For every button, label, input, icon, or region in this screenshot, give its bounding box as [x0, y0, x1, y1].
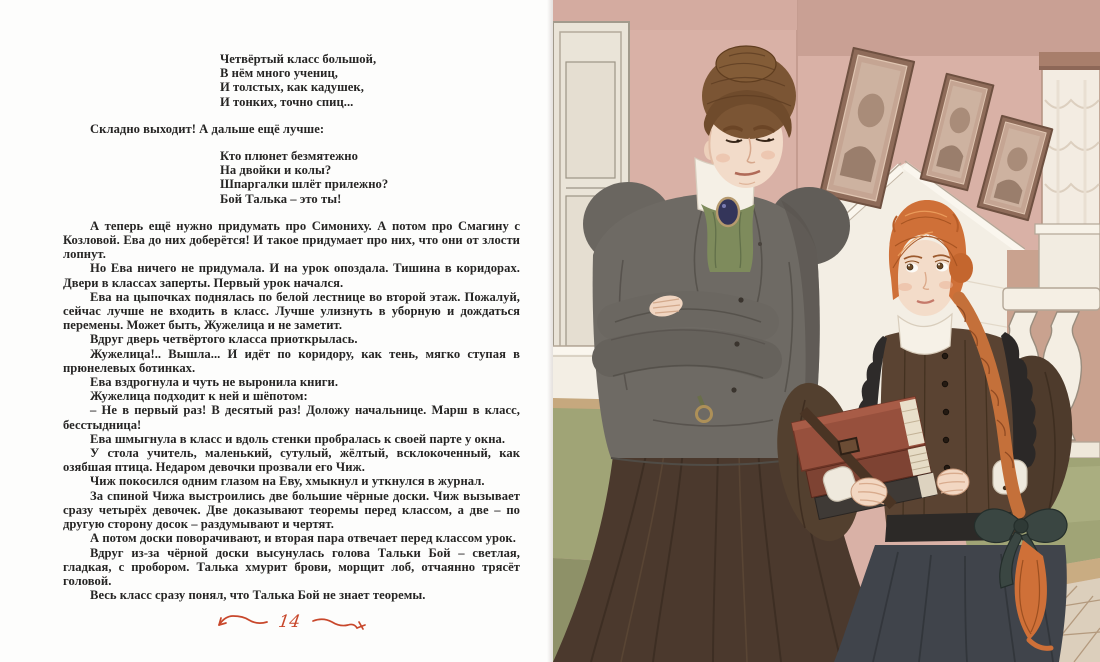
- poem-line: Шпаргалки шлёт прилежно?: [220, 177, 389, 192]
- paragraph: Жужелица подходит к ней и шёпотом:: [90, 389, 308, 404]
- brooch: [717, 198, 739, 226]
- poem-line: Бой Талька – это ты!: [220, 191, 342, 206]
- paragraph: Чиж покосился одним глазом на Еву, хмыкнул и уткнулся в журнал.: [90, 474, 485, 489]
- paragraph: Ева вздрогнула и чуть не выронила книги.: [90, 375, 339, 390]
- poem-line: На двойки и колы?: [220, 163, 332, 178]
- paragraph: Вдруг из-за чёрной доски высунулась голова Тальки Бой – светлая, гладкая, с пробором. Талька хмурит брови, морщит лоб, отчаянно трясёт головой.: [63, 545, 520, 588]
- paragraph: Но Ева ничего не придумала. И на урок опоздала. Тишина в коридорах. Двери в классах заперты. Первый урок начался.: [63, 261, 520, 290]
- flourish-right: [313, 619, 357, 628]
- poem-stanza-1: [220, 52, 520, 109]
- interlude-line: Складно выходит! А дальше ещё лучше:: [90, 121, 325, 136]
- paragraph: Вдруг дверь четвёртого класса приоткрылась.: [90, 332, 358, 347]
- paragraph: Жужелица!.. Вышла... И идёт по коридору, как тень, мягко ступая в прюнелевых ботинках.: [63, 346, 520, 375]
- poem-line: И тонких, точно спиц...: [220, 94, 354, 109]
- paragraph: А потом доски поворачивают, и вторая пара отвечает перед классом урок.: [90, 531, 516, 546]
- poem-line: В нём много учениц,: [220, 66, 338, 81]
- page-number: 14: [276, 612, 302, 632]
- paragraph: Ева на цыпочках поднялась по белой лестнице во второй этаж. Пожалуй, сейчас лучше не входить в класс. Лучше улизнуть в уборную и дождаться перемены. Может быть, Жужелица и не заметит.: [63, 289, 520, 333]
- poem-line: Четвёртый класс большой,: [220, 52, 377, 66]
- paragraph: – Не в первый раз! В десятый раз! Доложу начальнице. Марш в класс, бесстыдница!: [63, 403, 520, 432]
- paragraph: Ева шмыгнула в класс и вдоль стенки пробралась к своей парте у окна.: [90, 431, 506, 446]
- paragraph: Весь класс сразу понял, что Талька Бой не знает теоремы.: [90, 588, 426, 603]
- classroom-corridor-illustration: [553, 0, 1100, 662]
- poem-line: Кто плюнет безмятежно: [220, 149, 358, 164]
- paragraph: А теперь ещё нужно придумать про Симониху. А потом про Смагину с Козловой. Ева до них доберётся! И такое придумает про них, что они от злости лопнут.: [63, 218, 520, 262]
- poem-stanza-2: [220, 149, 520, 206]
- illustration-page: [553, 0, 1100, 662]
- crossed-arms: [611, 292, 765, 378]
- poem-line: И толстых, как кадушек,: [220, 80, 364, 95]
- text-block: [63, 52, 520, 602]
- paragraph: За спиной Чижа выстроились две большие чёрные доски. Чиж вызывает сразу четырёх девочек. Две доказывают теоремы перед классом, а две – по другую сторону досок – раздумывают и чертят.: [63, 488, 520, 532]
- page-number-ornament: [63, 603, 520, 642]
- paragraph: У стола учитель, маленький, сутулый, жёлтый, всклокоченный, как озябшая птица. Недаром девочки прозвали его Чиж.: [63, 446, 520, 475]
- folio-flourish: [197, 603, 387, 637]
